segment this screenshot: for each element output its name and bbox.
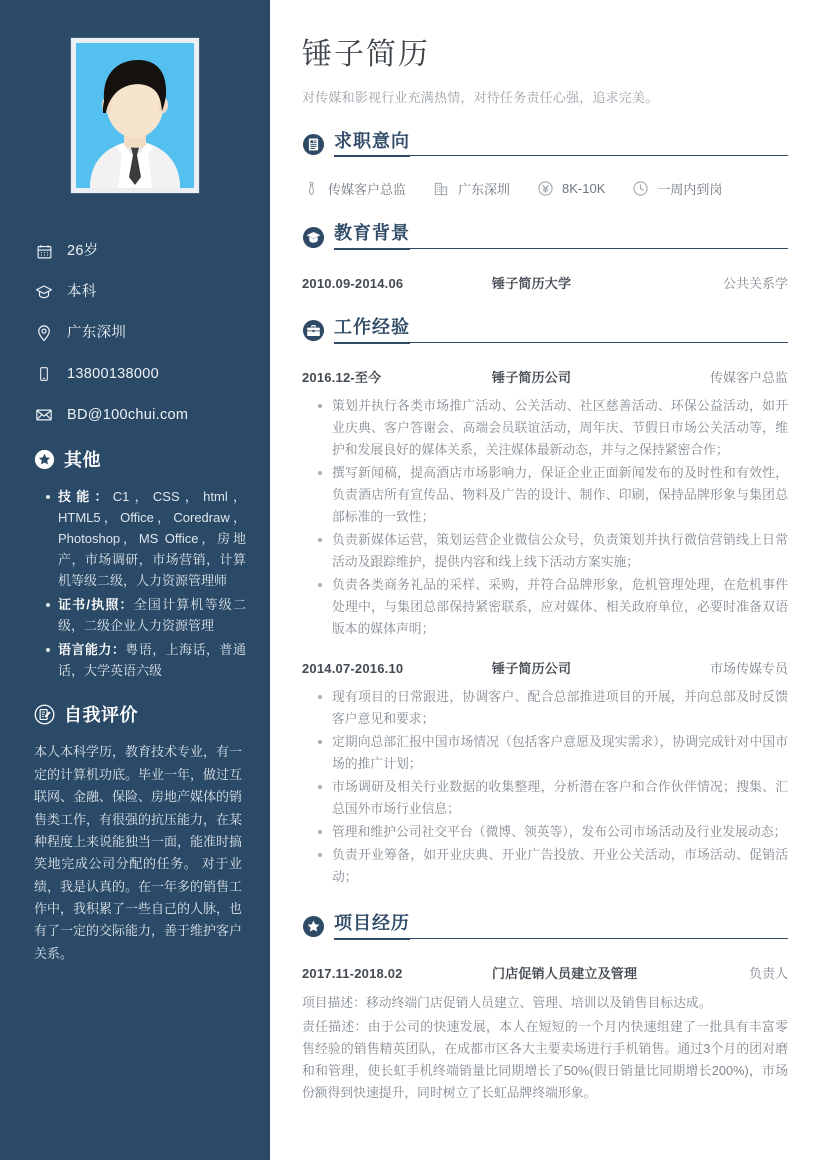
education-entry	[302, 273, 788, 292]
item-label: 技能：	[58, 489, 113, 504]
sidebar	[0, 0, 270, 1160]
item-label: 语言能力：	[58, 642, 126, 658]
location-pin-icon	[34, 323, 54, 343]
list-item: 管理和维护公司社交平台（微博、领英等），发布公司市场活动及行业发展动态；	[318, 821, 788, 843]
section-education	[302, 224, 788, 292]
graduation-cap-icon	[34, 282, 54, 302]
section-job-intent-title: 求职意向	[334, 132, 410, 158]
star-circle-icon	[302, 915, 325, 938]
item-label: 证书/执照：	[58, 597, 134, 613]
tagline: 对传媒和影视行业充满热情，对待任务责任心强，追求完美。	[302, 89, 659, 105]
necktie-icon	[302, 180, 320, 198]
section-divider	[410, 938, 788, 939]
project-duty: 责任描述：由于公司的快速发展，本人在短短的一个月内快速组建了一批具有丰富零售经验的销售精英团队，在成都市区各大主要卖场进行手机销售。通过3个月的团对磨和和管理，使长虹手机终端销量比同期增长了50%(假日销量比同期增长200%)，市场份额得到快速提升，同时树立了长虹品牌终端形象。	[302, 1018, 788, 1100]
contact-item-location	[34, 323, 270, 343]
section-project-experience	[302, 914, 788, 1104]
contact-item-email[interactable]	[34, 405, 270, 425]
entry-date: 2016.12-至今	[302, 369, 382, 385]
contact-value: 26岁	[67, 242, 99, 259]
contact-item-degree	[34, 282, 270, 302]
section-work-experience-title: 工作经验	[334, 318, 410, 344]
graduation-cap-circle-icon	[302, 226, 325, 249]
list-item: 负责各类商务礼品的采样、采购，并符合品牌形象，危机管理处理，在危机事件处理中，与集团总部保持紧密联系，应对媒体、相关政府单位，必要时准备双语版本的媒体声明；	[318, 574, 788, 640]
entry-role: 公共关系学	[722, 276, 788, 292]
building-icon	[432, 180, 450, 198]
list-item: 现有项目的日常跟进，协调客户、配合总部推进项目的开展，并向总部及时反馈客户意见和要求；	[318, 686, 788, 730]
section-divider	[410, 248, 788, 249]
list-item: 策划并执行各类市场推广活动、公关活动、社区慈善活动、环保公益活动，如开业庆典、客户答谢会、高端会员联谊活动，周年庆、节假日市场公关活动等，维护和发展良好的媒体关系，关注媒体最新动态，并与之保持紧密合作；	[318, 395, 788, 461]
section-self-evaluation-header	[34, 701, 246, 727]
document-pen-icon	[34, 704, 55, 725]
user-photo-avatar-icon	[76, 43, 194, 188]
entry-organization: 锤子简历公司	[492, 660, 572, 676]
other-items-list	[34, 486, 246, 681]
contact-value: BD@100chui.com	[67, 406, 189, 423]
section-other-header	[34, 446, 246, 472]
resume-doc-icon	[302, 133, 325, 156]
section-self-evaluation-title: 自我评价	[64, 705, 138, 726]
list-item: 撰写新闻稿，提高酒店市场影响力，保证企业正面新闻发布的及时性和有效性，负责酒店所有宣传品、物料及广告的设计、制作、印刷，保持品牌形象与集团总部标准的一致性；	[318, 462, 788, 528]
item-value: C1，CSS，html，HTML5，Office，Coredraw，Photoshop，MS Office，房地产，市场调研，市场营销，计算机等级二级，人力资源管理师	[58, 489, 246, 589]
job-intent-value: 8K-10K	[562, 181, 606, 197]
self-evaluation-text: 本人本科学历，教育技术专业，有一定的计算机功底。毕业一年，做过互联网、金融、保险、房地产媒体的销售类工作，有很强的抗压能力，在某种程度上来说能独当一面，能准时搞笑地完成公司分配的任务。 对于业绩，我是认真的。在一年多的销售工作中，我积累了一些自己的人脉，也有了一定的交际能力，善于维护客户关系。	[34, 744, 243, 961]
entry-role: 负责人	[748, 965, 788, 981]
item-value: 全国计算机等级二级，二级企业人力资源管理	[58, 597, 246, 634]
section-project-experience-header	[302, 914, 788, 947]
entry-role: 市场传媒专员	[709, 660, 788, 676]
job-intent-value: 广东深圳	[458, 182, 511, 198]
work-entry	[302, 658, 788, 677]
avatar-frame	[71, 38, 199, 193]
section-divider	[410, 155, 788, 156]
clock-icon	[631, 180, 649, 198]
section-work-experience	[302, 318, 788, 888]
section-education-title: 教育背景	[334, 224, 410, 250]
briefcase-circle-icon	[302, 319, 325, 342]
work-entry	[302, 367, 788, 386]
job-intent-location	[432, 179, 510, 198]
contact-value: 本科	[67, 283, 97, 300]
section-project-experience-title: 项目经历	[334, 914, 410, 940]
list-item: 市场调研及相关行业数据的收集整理，分析潜在客户和合作伙伴情况；搜集、汇总国外市场行业信息；	[318, 776, 788, 820]
job-intent-position	[302, 179, 406, 198]
job-intent-availability	[631, 179, 722, 198]
section-job-intent	[302, 132, 788, 199]
avatar-container	[0, 0, 270, 193]
page-title: 锤子简历	[302, 38, 430, 71]
main-content	[270, 0, 820, 1160]
entry-organization: 门店促销人员建立及管理	[492, 965, 638, 981]
entry-date: 2014.07-2016.10	[302, 660, 404, 676]
job-intent-value: 传媒客户总监	[328, 182, 407, 198]
list-item	[48, 594, 246, 636]
entry-date: 2010.09-2014.06	[302, 276, 404, 292]
job-intent-items	[302, 179, 788, 198]
section-other	[0, 446, 270, 681]
item-value: 粤语，上海话，普通话，大学英语六级	[58, 642, 246, 679]
job-intent-value: 一周内到岗	[657, 182, 723, 198]
list-item: 负责新媒体运营，策划运营企业微信公众号，负责策划并执行微信营销线上日常活动及跟踪维护，提供内容和线上线下活动方案实施；	[318, 529, 788, 573]
list-item: 负责开业筹备，如开业庆典、开业广告投放、开业公关活动，市场活动、促销活动；	[318, 844, 788, 888]
job-intent-salary	[536, 180, 605, 198]
contact-value: 广东深圳	[67, 324, 127, 341]
entry-organization: 锤子简历大学	[492, 276, 572, 292]
section-work-experience-header	[302, 318, 788, 351]
entry-organization: 锤子简历公司	[492, 369, 572, 385]
star-circle-icon	[34, 449, 55, 470]
section-education-header	[302, 224, 788, 257]
entry-date: 2017.11-2018.02	[302, 965, 403, 981]
calendar-icon	[34, 241, 54, 261]
avatar	[76, 43, 194, 188]
envelope-icon	[34, 405, 54, 425]
list-item	[48, 639, 246, 681]
contact-value: 13800138000	[67, 365, 160, 382]
list-item	[48, 486, 246, 591]
section-job-intent-header	[302, 132, 788, 165]
entry-role: 传媒客户总监	[709, 369, 788, 385]
section-self-evaluation	[0, 701, 270, 965]
contact-list	[0, 241, 270, 425]
contact-item-phone[interactable]	[34, 364, 270, 384]
work-entry-bullets	[302, 686, 788, 888]
project-description: 项目描述：移动终端门店促销人员建立、管理、培训以及销售目标达成。	[302, 994, 712, 1010]
work-entry-bullets	[302, 395, 788, 640]
section-other-title: 其他	[64, 450, 101, 470]
section-divider	[410, 342, 788, 343]
yen-circle-icon	[536, 180, 554, 198]
project-entry	[302, 963, 788, 982]
list-item: 定期向总部汇报中国市场情况（包括客户意愿及现实需求），协调完成针对中国市场的推广计划；	[318, 731, 788, 775]
mobile-phone-icon	[34, 364, 54, 384]
contact-item-age	[34, 241, 270, 261]
